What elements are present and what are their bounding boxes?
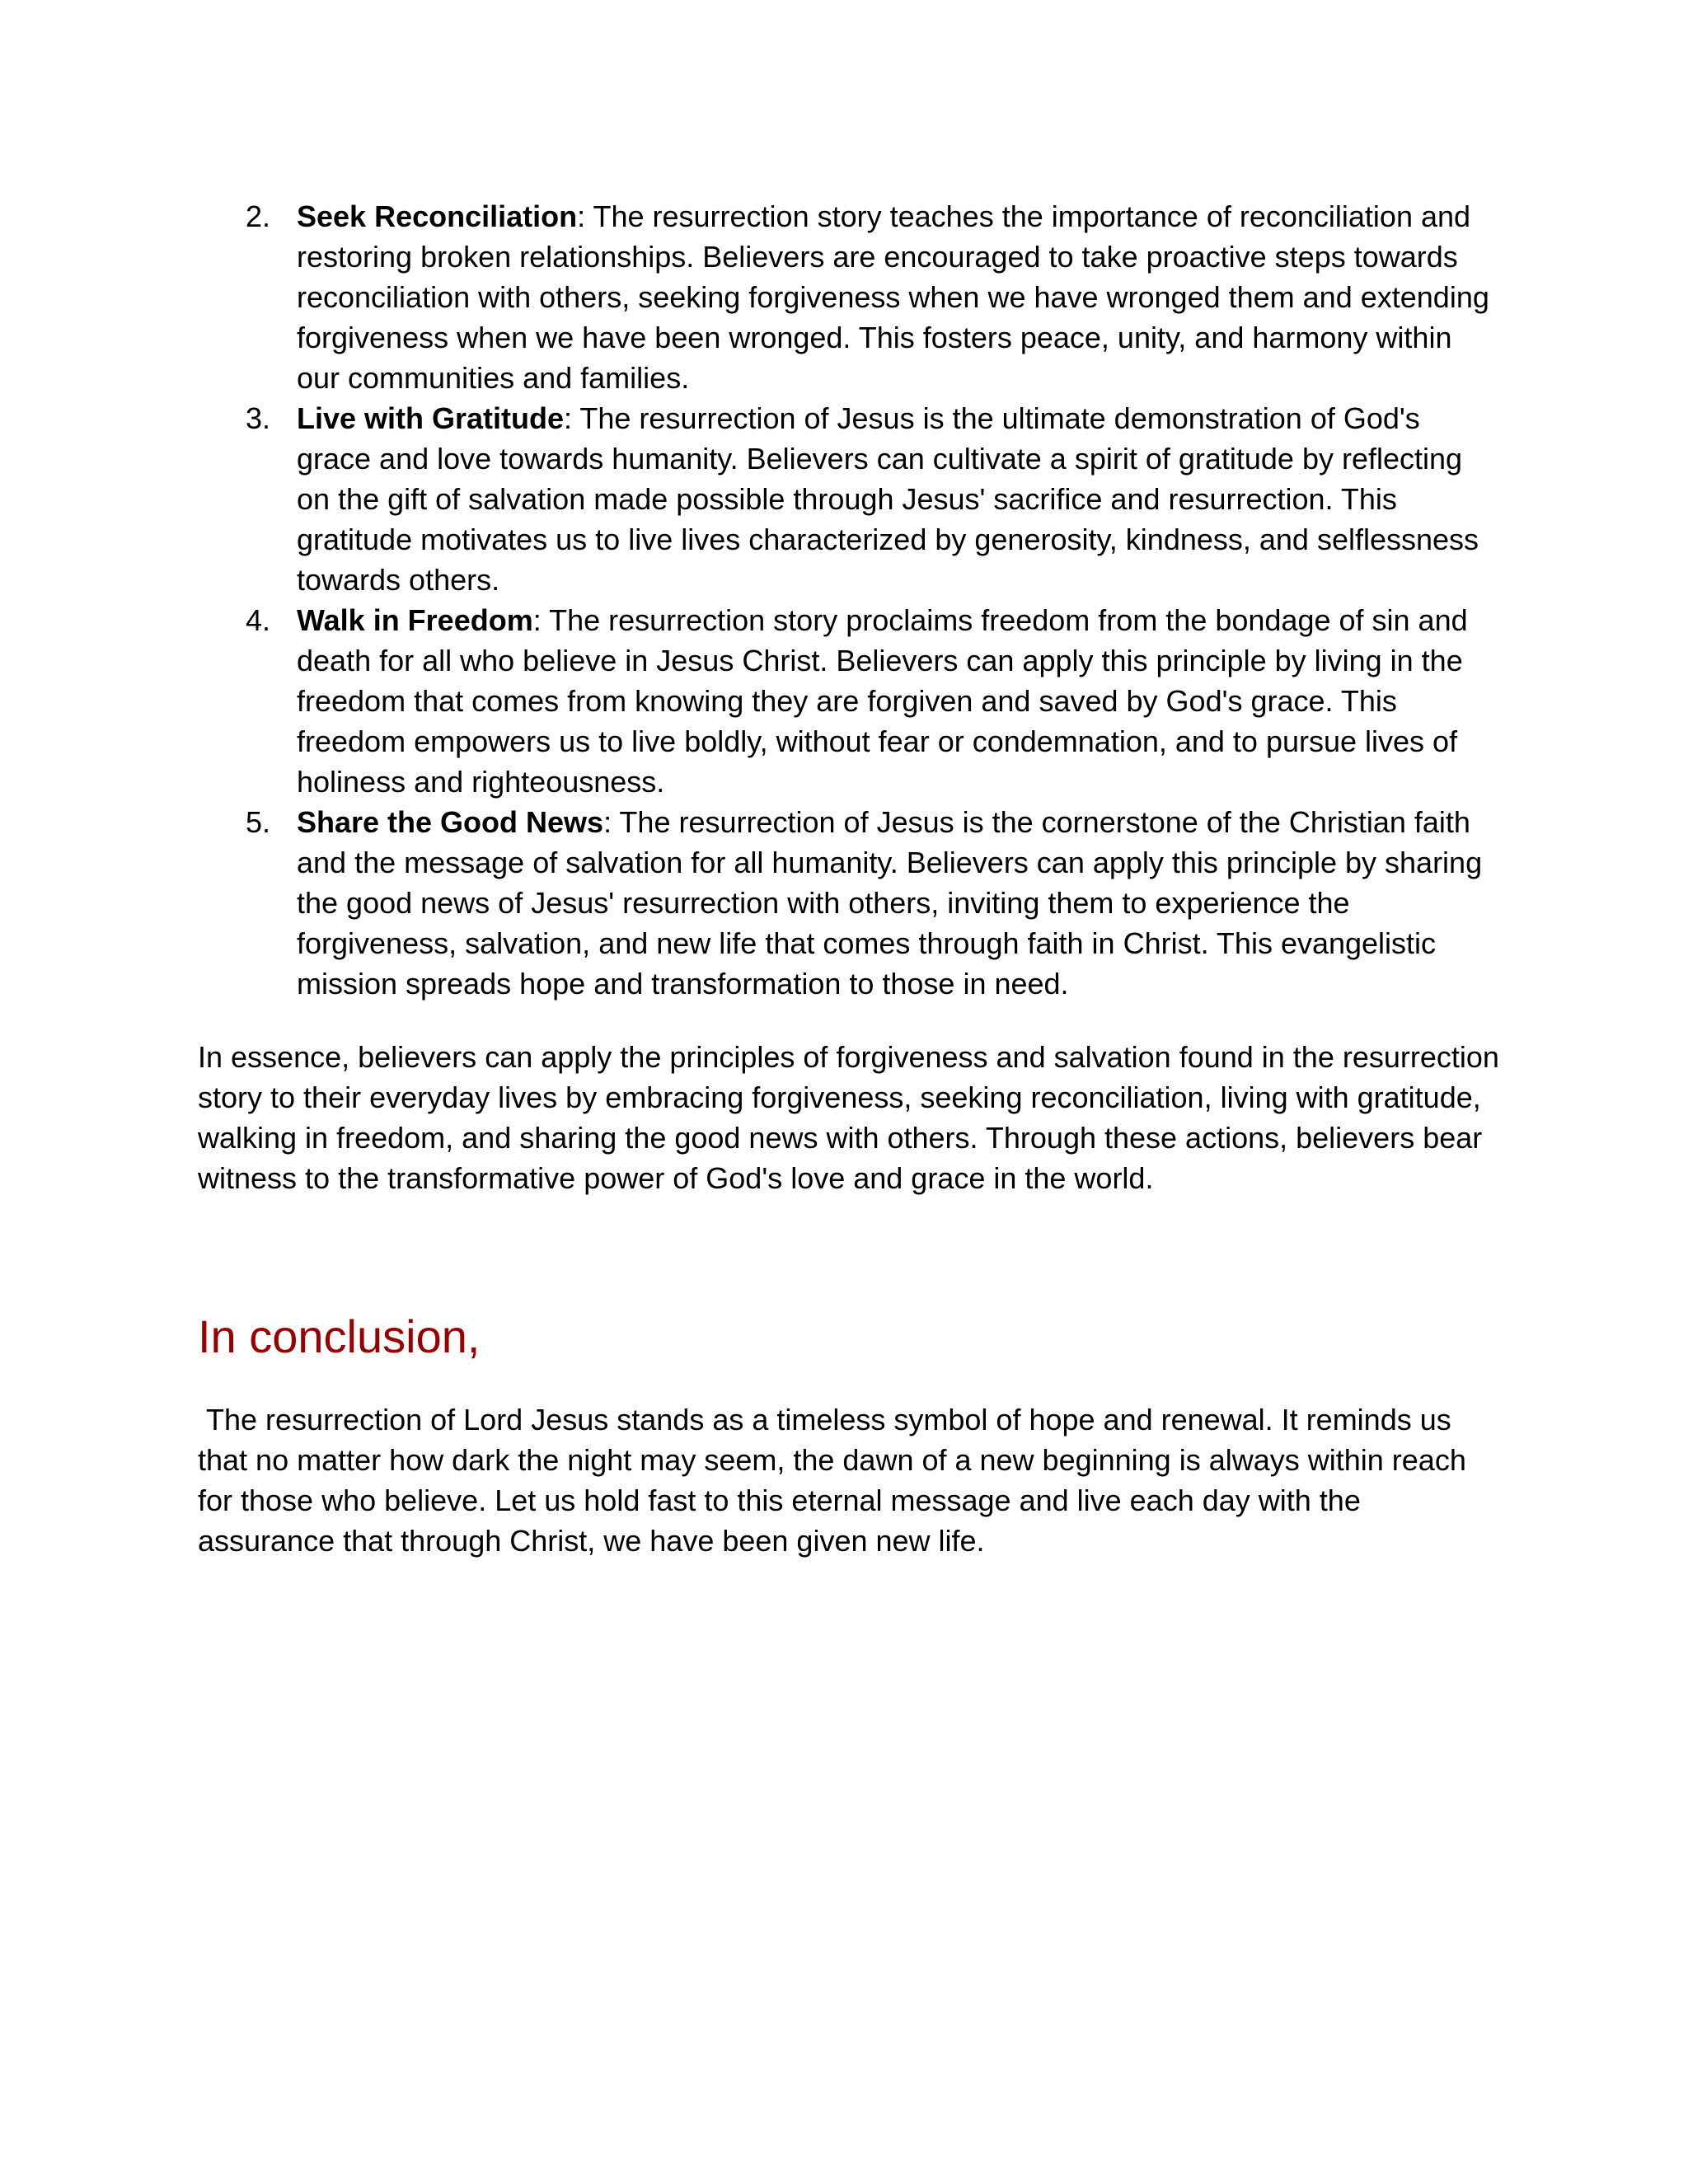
essence-paragraph: In essence, believers can apply the principles of forgiveness and salvation found in the resurrection story to their everyday lives by embracing forgiveness, seeking reconciliation, living with gratitude, walking in freedom, and sharing the good news with others. Through these actions, believers bear witness to the transformative power of God's love and grace in the world.	[198, 1040, 1499, 1195]
list-item-text: : The resurrection story teaches the importance of reconciliation and restoring broken relationships. Believers are encouraged to take proactive steps towards reconciliation with others, seeking forgiveness when we have wronged them and extending forgiveness when we have been wronged. This fosters peace, unity, and harmony within our communities and families.	[297, 199, 1489, 395]
list-item-title: Live with Gratitude	[297, 401, 565, 435]
conclusion-heading: In conclusion,	[198, 1310, 481, 1362]
list-item-text: : The resurrection of Jesus is the cornerstone of the Christian faith and the message of salvation for all humanity. Believers can apply this principle by sharing the good news of Jesus' resurrection with others, inviting them to experience the forgiveness, salvation, and new life that comes through faith in Christ. This evangelistic mission spreads hope and transformation to those in need.	[297, 805, 1483, 1001]
conclusion-paragraph: The resurrection of Lord Jesus stands as a timeless symbol of hope and renewal. It reminds us that no matter how dark the night may seem, the dawn of a new beginning is always within reach for those who believe. Let us hold fast to this eternal message and live each day with the assurance that through Christ, we have been given new life.	[198, 1403, 1475, 1558]
list-item-share-the-good-news	[198, 802, 1500, 1004]
list-item-title: Seek Reconciliation	[297, 199, 578, 233]
list-number: 4.	[246, 603, 271, 637]
list-item-live-with-gratitude	[198, 398, 1500, 600]
list-item-walk-in-freedom	[198, 600, 1500, 802]
document-page	[198, 196, 1500, 1561]
list-item-title: Share the Good News	[297, 805, 604, 839]
list-number: 5.	[246, 805, 271, 839]
list-item-text: : The resurrection story proclaims freedom from the bondage of sin and death for all who believe in Jesus Christ. Believers can apply this principle by living in the freedom that comes from knowing they are forgiven and saved by God's grace. This freedom empowers us to live boldly, without fear or condemnation, and to pursue lives of holiness and righteousness.	[297, 603, 1468, 799]
list-item-title: Walk in Freedom	[297, 603, 533, 637]
list-item-seek-reconciliation	[198, 196, 1500, 398]
list-number: 3.	[246, 401, 271, 435]
principles-list	[198, 196, 1500, 1004]
list-number: 2.	[246, 199, 271, 233]
list-item-text: : The resurrection of Jesus is the ultimate demonstration of God's grace and love towards humanity. Believers can cultivate a spirit of gratitude by reflecting on the gift of salvation made possible through Jesus' sacrifice and resurrection. This gratitude motivates us to live lives characterized by generosity, kindness, and selflessness towards others.	[297, 401, 1479, 597]
